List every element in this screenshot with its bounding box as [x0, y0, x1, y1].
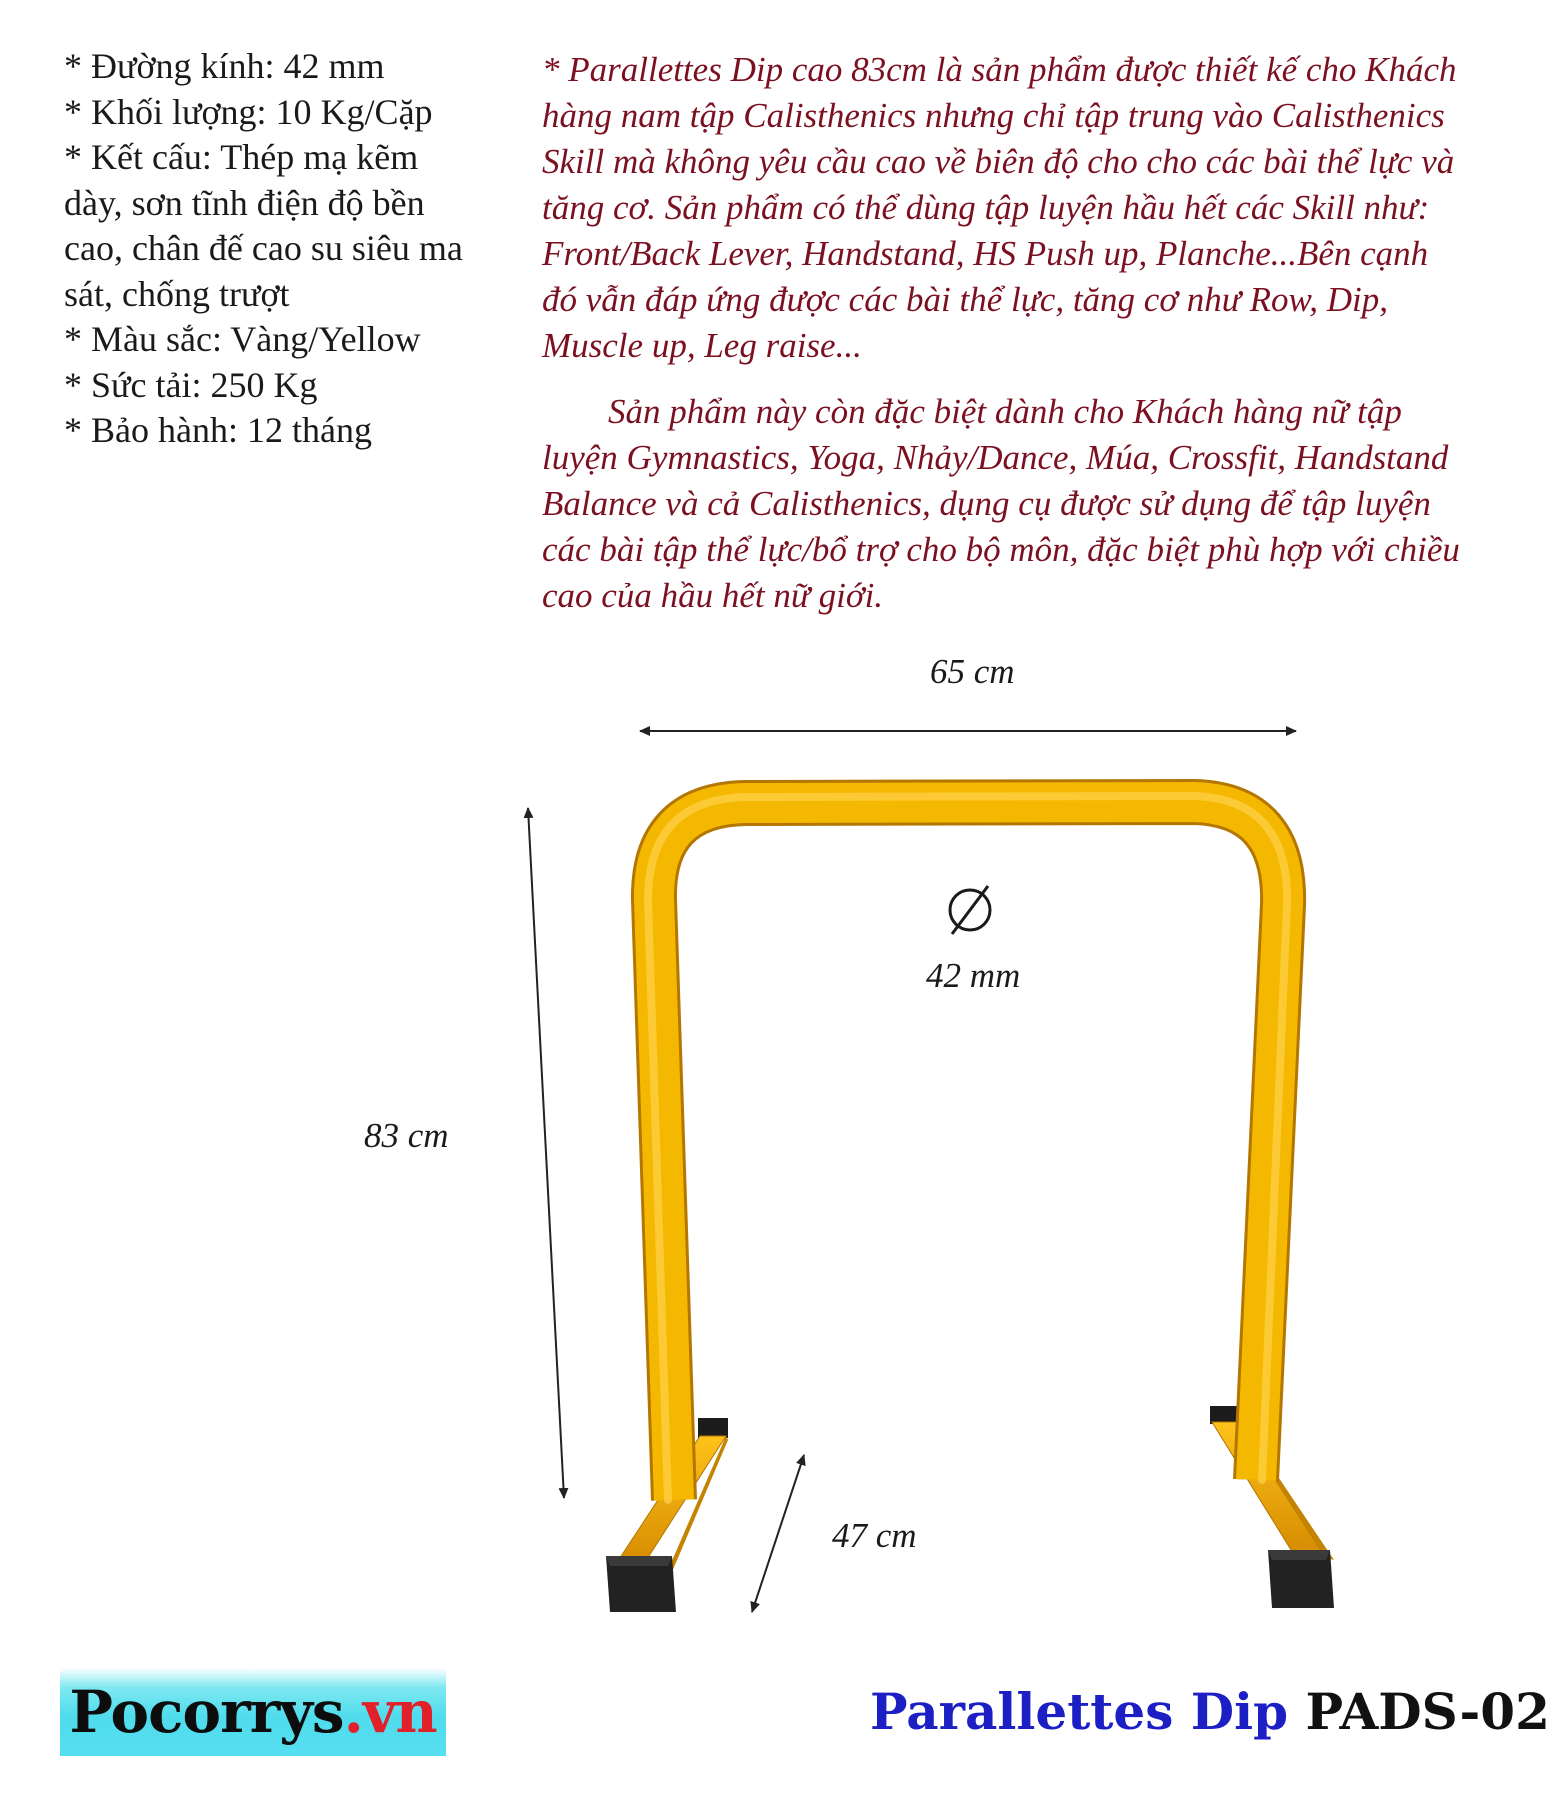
depth-arrow	[752, 1455, 804, 1612]
product-name: Parallettes Dip	[870, 1682, 1289, 1741]
spec-load: * Sức tải: 250 Kg	[64, 364, 318, 405]
brand-logo	[60, 1668, 446, 1756]
spec-weight: * Khối lượng: 10 Kg/Cặp	[64, 91, 433, 132]
diameter-icon	[950, 886, 990, 934]
diameter-label: 42 mm	[926, 956, 1021, 995]
product-title	[870, 1682, 1550, 1741]
dip-bar-frame	[648, 796, 1287, 1500]
description-paragraph-2: Sản phẩm này còn đặc biệt dành cho Khách hàng nữ tập luyện Gymnastics, Yoga, Nhảy/Dance, Múa, Crossfit, Handstand Balance và cả Calisthenics, dụng cụ được sử dụng để tập luyện các bài tập thể lực/bổ trợ cho bộ môn, đặc biệt phù hợp với chiều cao của hầu hết nữ giới.	[542, 392, 1460, 615]
spec-warranty: * Bảo hành: 12 tháng	[64, 410, 372, 450]
spec-color: * Màu sắc: Vàng/Yellow	[64, 319, 421, 359]
height-label: 83 cm	[364, 1116, 449, 1155]
brand-name: Pocorrys.vn	[69, 1678, 437, 1746]
product-code: PADS-02	[1305, 1682, 1550, 1741]
description-paragraph-1: * Parallettes Dip cao 83cm là sản phẩm được thiết kế cho Khách hàng nam tập Calisthenics nhưng chỉ tập trung vào Calisthenics Skill mà không yêu cầu cao về biên độ cho cho các bài thể lực và tăng cơ. Sản phẩm có thể dùng tập luyện hầu hết các Skill như: Front/Back Lever, Handstand, HS Push up, Planche...Bên cạnh đó vẫn đáp ứng được các bài thể lực, tăng cơ như Row, Dip, Muscle up, Leg raise...	[542, 50, 1457, 365]
spec-structure: * Kết cấu: Thép mạ kẽm dày, sơn tĩnh điện độ bền cao, chân đế cao su siêu ma sát, chống trượt	[64, 137, 463, 314]
spec-diameter: * Đường kính: 42 mm	[64, 46, 385, 86]
depth-label: 47 cm	[832, 1516, 917, 1555]
height-arrow	[528, 808, 564, 1498]
width-label: 65 cm	[930, 652, 1015, 691]
